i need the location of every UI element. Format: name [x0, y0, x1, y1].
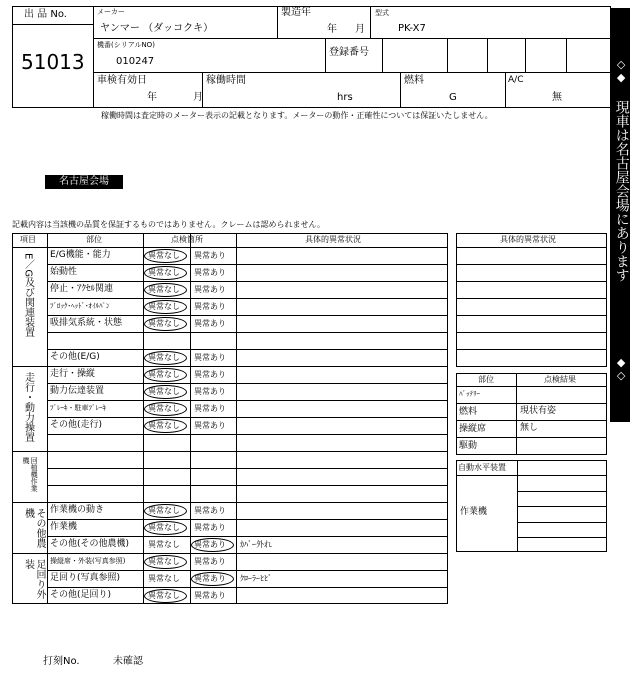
selected-circle	[144, 266, 187, 280]
row-rule	[47, 485, 448, 486]
row-part: 動力伝達装置	[50, 386, 105, 396]
maker-label: メーカー	[97, 8, 125, 16]
implement-row-rule	[517, 506, 607, 507]
inspect-label: 車検有効日	[97, 75, 147, 86]
maker-value: ヤンマー （ダッコクキ）	[100, 23, 214, 34]
quality-note: 記載内容は当該機の品質を保証するものではありません。クレームは認められません。	[12, 220, 325, 229]
group-rule	[12, 502, 448, 503]
normal-option: 異常なし	[148, 319, 180, 328]
abnormal-option: 異常あり	[194, 302, 226, 311]
result-part: 燃料	[459, 407, 478, 417]
detail-row-rule	[456, 264, 607, 265]
detail-row-rule	[456, 281, 607, 282]
normal-option: 異常なし	[148, 302, 180, 311]
venue-tag: 名古屋会場	[45, 175, 123, 189]
implement-row-rule	[517, 522, 607, 523]
row-part: 走行・操縦	[50, 369, 96, 379]
row-part: 吸排気系統・状態	[50, 318, 123, 328]
row-detail: ｸﾛｰﾗｰﾋﾋﾞ	[240, 574, 272, 583]
selected-circle	[144, 283, 187, 297]
row-rule	[47, 587, 448, 588]
meter-note: 稼働時間は査定時のメーター表示の記載となります。メーターの動作・正確性については保証いたしません。	[101, 111, 493, 120]
row-part: その他(E/G)	[50, 352, 100, 362]
implement-row-rule	[517, 537, 607, 538]
ac-value: 無	[552, 92, 562, 103]
inspect-year-unit: 年	[147, 92, 157, 103]
location-banner	[610, 8, 630, 422]
normal-option: 異常なし	[148, 540, 180, 549]
detail-row-rule	[456, 315, 607, 316]
normal-option: 異常なし	[148, 387, 180, 396]
row-rule	[47, 570, 448, 571]
selected-circle	[144, 317, 187, 331]
normal-option: 異常なし	[148, 421, 180, 430]
result-part-header: 部位	[478, 375, 494, 384]
group-label: 走行・動力操置	[22, 372, 34, 442]
year-label: 製造年	[281, 7, 311, 18]
serial-value: 010247	[116, 56, 155, 67]
abnormal-option: 異常あり	[194, 251, 226, 260]
banner-bottom-mark: ◆◇	[614, 356, 628, 382]
row-rule	[47, 468, 448, 469]
result-header-rule	[456, 386, 607, 387]
selected-circle	[144, 351, 187, 365]
result-value: 現状有姿	[520, 406, 557, 416]
row-part: ﾌﾞﾚｰｷ・駐車ﾌﾞﾚｰｷ	[50, 404, 106, 412]
banner-text: 現車は名古屋会場にあります	[613, 100, 630, 282]
row-part: 始動性	[50, 267, 78, 277]
row-rule	[47, 298, 448, 299]
selected-circle	[144, 300, 187, 314]
row-rule	[47, 519, 448, 520]
result-value-header: 点検結果	[544, 375, 576, 384]
row-part: 足回り(写真参照)	[50, 573, 121, 583]
fuel-value: G	[449, 92, 457, 103]
detail-row-rule	[456, 332, 607, 333]
selected-circle	[144, 385, 187, 399]
group-rule	[12, 451, 448, 452]
group-label: その他農機	[22, 508, 45, 548]
row-part: 作業機の動き	[50, 505, 105, 515]
detail-box	[456, 233, 607, 367]
hours-label: 稼働時間	[206, 75, 246, 86]
row-part: その他(足回り)	[50, 590, 112, 600]
row-rule	[47, 434, 448, 435]
row-part: その他(その他農機)	[50, 539, 130, 549]
abnormal-option: 異常あり	[194, 404, 226, 413]
group-rule	[12, 366, 448, 367]
col-rule-3	[236, 233, 237, 604]
month-unit: 月	[355, 24, 365, 35]
reg-label: 登録番号	[329, 47, 369, 58]
selected-circle	[144, 402, 187, 416]
ac-label: A/C	[508, 75, 524, 85]
result-row-rule	[456, 403, 607, 404]
model-value: PK-X7	[398, 23, 426, 34]
level-label: 自動水平装置	[458, 463, 506, 472]
abnormal-option: 異常あり	[194, 387, 226, 396]
serial-label: 機番(シリアルNO)	[97, 41, 155, 49]
col-rule-2	[190, 233, 191, 604]
result-part: 操縦席	[459, 424, 487, 434]
model-label: 型式	[375, 9, 389, 17]
stamp-label: 打刻No.	[43, 656, 80, 667]
abnormal-option: 異常あり	[194, 285, 226, 294]
selected-circle	[144, 249, 187, 263]
normal-option: 異常なし	[148, 268, 180, 277]
row-part: 作業機	[50, 522, 78, 532]
lot-number: 51013	[21, 50, 85, 74]
selected-circle	[191, 572, 234, 586]
inspect-month-unit: 月	[193, 92, 203, 103]
selected-circle	[144, 504, 187, 518]
group-label: 回植機作業機	[22, 457, 39, 492]
normal-option: 異常なし	[148, 251, 180, 260]
normal-option: 異常なし	[148, 523, 180, 532]
banner-top-mark: ◇◆	[614, 58, 628, 84]
detail-header-rule	[456, 247, 607, 248]
implement-label: 作業機	[460, 507, 488, 517]
row-rule	[47, 332, 448, 333]
selected-circle	[191, 538, 234, 552]
row-detail: ｶﾊﾞｰ外れ	[240, 540, 272, 549]
row-rule	[47, 417, 448, 418]
abnormal-option: 異常あり	[194, 574, 226, 583]
group-rule	[12, 553, 448, 554]
fuel-label: 燃料	[404, 75, 424, 86]
result-col-rule	[516, 373, 517, 454]
abnormal-option: 異常あり	[194, 506, 226, 515]
detail-row-rule	[456, 298, 607, 299]
detail-header: 具体的異常状況	[500, 235, 556, 244]
result-row-rule	[456, 437, 607, 438]
normal-option: 異常なし	[148, 591, 180, 600]
abnormal-option: 異常あり	[194, 319, 226, 328]
header-item: 項目	[20, 235, 36, 244]
row-part: 操縦席・外装(写真参照)	[50, 557, 126, 565]
selected-circle	[144, 589, 187, 603]
normal-option: 異常なし	[148, 370, 180, 379]
col-rule-0	[47, 233, 48, 604]
row-part: ﾌﾞﾛｯｸ･ﾍｯﾄﾞ･ｵｲﾙﾊﾟﾝ	[50, 302, 110, 310]
abnormal-option: 異常あり	[194, 591, 226, 600]
normal-option: 異常なし	[148, 506, 180, 515]
abnormal-option: 異常あり	[194, 540, 226, 549]
header-part: 部位	[86, 235, 102, 244]
result-part: ﾊﾞｯﾃﾘｰ	[459, 390, 480, 398]
selected-circle	[144, 555, 187, 569]
group-label: E／G及び関連装置	[22, 253, 34, 338]
header-check: 点検箇所	[171, 235, 203, 244]
row-part: 停止・ｱｸｾﾙ関連	[50, 284, 114, 294]
row-rule	[47, 281, 448, 282]
implement-header-rule	[456, 475, 607, 476]
row-rule	[47, 315, 448, 316]
result-part: 駆動	[459, 441, 478, 451]
row-rule	[47, 536, 448, 537]
normal-option: 異常なし	[148, 285, 180, 294]
year-unit: 年	[327, 24, 337, 35]
normal-option: 異常なし	[148, 404, 180, 413]
detail-row-rule	[456, 349, 607, 350]
header-rule	[12, 247, 448, 248]
normal-option: 異常なし	[148, 353, 180, 362]
row-rule	[47, 400, 448, 401]
lot-label: 出 品 No.	[24, 9, 67, 20]
hours-unit: hrs	[337, 92, 353, 103]
group-label: 足回り外装	[22, 559, 45, 599]
normal-option: 異常なし	[148, 574, 180, 583]
row-part: E/G機能・能力	[50, 250, 111, 260]
result-value: 無し	[520, 423, 539, 433]
selected-circle	[144, 419, 187, 433]
result-row-rule	[456, 420, 607, 421]
row-rule	[47, 349, 448, 350]
abnormal-option: 異常あり	[194, 268, 226, 277]
abnormal-option: 異常あり	[194, 370, 226, 379]
row-rule	[47, 264, 448, 265]
stamp-value: 未確認	[113, 656, 143, 667]
row-part: その他(走行)	[50, 420, 103, 430]
abnormal-option: 異常あり	[194, 421, 226, 430]
normal-option: 異常なし	[148, 557, 180, 566]
selected-circle	[144, 368, 187, 382]
header-detail: 具体的異常状況	[305, 235, 361, 244]
abnormal-option: 異常あり	[194, 523, 226, 532]
abnormal-option: 異常あり	[194, 353, 226, 362]
row-rule	[47, 383, 448, 384]
selected-circle	[144, 521, 187, 535]
implement-row-rule	[517, 491, 607, 492]
abnormal-option: 異常あり	[194, 557, 226, 566]
